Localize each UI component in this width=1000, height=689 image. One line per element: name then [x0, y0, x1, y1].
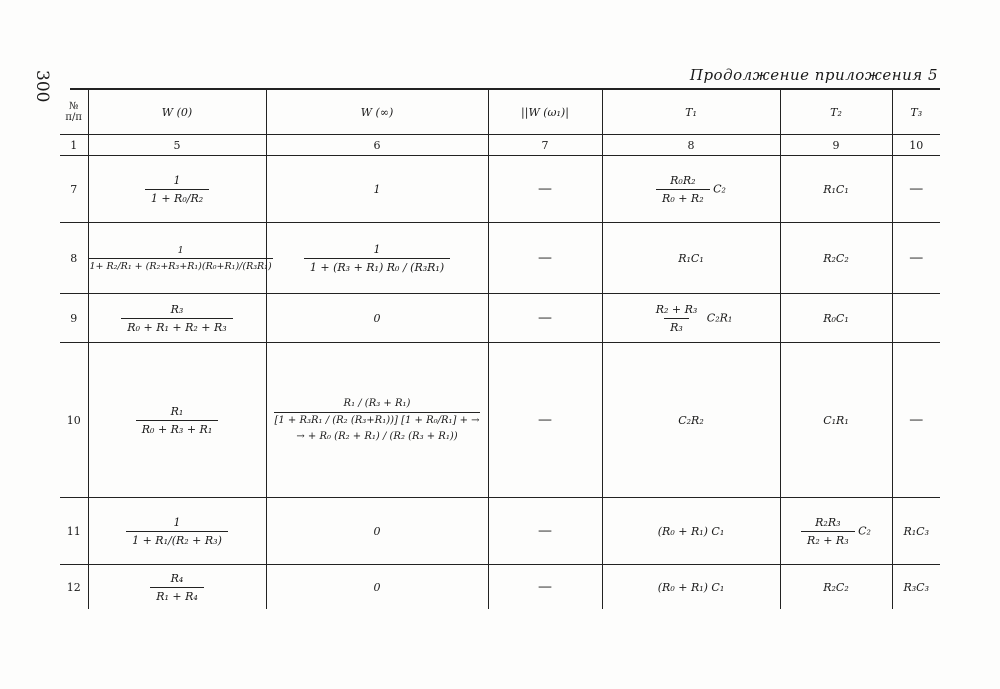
numerator: 1 — [177, 244, 184, 256]
cell-w0 — [88, 294, 266, 343]
denominator: R₀ + R₂ — [656, 189, 710, 205]
cell-winf: 0 — [266, 565, 488, 610]
denominator: R₀ + R₃ + R₁ — [136, 420, 219, 436]
header-t3: T₃ — [892, 90, 940, 135]
denominator: 1+ R₂/R₁ + (R₂+R₃+R₁)(R₀+R₁)/(R₃R₁) — [89, 258, 273, 272]
numerator: 1 — [373, 242, 381, 256]
cell-w0 — [88, 223, 272, 294]
page-caption: Продолжение приложения 5 — [689, 66, 938, 84]
cell-t1: R₁C₁ — [602, 223, 780, 294]
fraction — [650, 303, 704, 334]
denominator: R₀ + R₁ + R₂ + R₃ — [121, 318, 232, 334]
header-t1: T₁ — [602, 90, 780, 135]
fraction — [145, 174, 209, 205]
cell-womega: — — [488, 565, 602, 610]
formula-line: → + R₀ (R₂ + R₁) / (R₂ (R₃ + R₁)) — [296, 430, 458, 442]
row-index: 12 — [66, 580, 81, 594]
header-t2: T₂ — [780, 90, 892, 135]
formula-line: R₁ / (R₃ + R₁) — [274, 396, 479, 413]
fraction — [126, 516, 228, 547]
numerator: R₃ — [170, 302, 184, 316]
cell-t1: (R₀ + R₁) C₁ — [602, 498, 780, 565]
cell-winf — [266, 223, 488, 294]
column-number-row — [60, 135, 940, 156]
cell-womega: — — [488, 343, 602, 498]
formula-line: [1 + R₃R₁ / (R₂ (R₃+R₁))] [1 + R₀/R₁] + → — [274, 414, 480, 426]
fraction — [150, 572, 204, 603]
fraction — [656, 174, 710, 205]
table-row — [60, 223, 940, 294]
numerator: R₂ + R₃ — [655, 302, 698, 316]
cell-womega: — — [488, 498, 602, 565]
table-row — [60, 565, 940, 610]
cell-t3: — — [892, 343, 940, 498]
suffix: C₂ — [858, 524, 871, 537]
cell-t1 — [602, 156, 780, 223]
column-number: 6 — [266, 135, 488, 156]
fraction — [304, 243, 450, 274]
cell-w0 — [88, 343, 266, 498]
column-number: 9 — [780, 135, 892, 156]
cell-w0 — [88, 498, 266, 565]
cell-womega: — — [488, 223, 602, 294]
header-row — [60, 90, 940, 135]
cell-winf — [266, 343, 488, 498]
denominator: R₃ — [664, 318, 689, 334]
cell-t1 — [602, 294, 780, 343]
denominator: 1 + R₁/(R₂ + R₃) — [126, 531, 228, 547]
cell-womega: — — [488, 294, 602, 343]
numerator: R₂R₃ — [815, 515, 841, 529]
suffix: C₂R₁ — [706, 311, 733, 324]
cell-w0 — [88, 156, 266, 223]
page-number: 300 — [32, 70, 52, 103]
table-row — [60, 498, 940, 565]
denominator: R₂ + R₃ — [801, 531, 855, 547]
cell-t3: — — [892, 223, 940, 294]
suffix: C₂ — [713, 182, 726, 195]
column-number: 10 — [892, 135, 940, 156]
cell-w0 — [88, 565, 266, 610]
cell-winf: 0 — [266, 294, 488, 343]
denominator: 1 + (R₃ + R₁) R₀ / (R₃R₁) — [304, 258, 450, 274]
column-number: 5 — [88, 135, 266, 156]
header-winf: W (∞) — [266, 90, 488, 135]
denominator: 1 + R₀/R₂ — [145, 189, 209, 205]
multiline-formula — [274, 396, 479, 445]
numerator: 1 — [173, 515, 181, 529]
fraction — [136, 405, 219, 436]
cell-t1: C₂R₂ — [602, 343, 780, 498]
fraction — [801, 516, 855, 547]
table-row — [60, 156, 940, 223]
header-index: № п/п — [60, 90, 88, 135]
cell-t2: R₁C₁ — [780, 156, 892, 223]
cell-t3: R₁C₃ — [892, 498, 940, 565]
row-index: 8 — [60, 223, 88, 294]
cell-t2: C₁R₁ — [780, 343, 892, 498]
column-number: 8 — [602, 135, 780, 156]
denominator: R₁ + R₄ — [150, 587, 204, 603]
cell-t2: R₂C₂ — [780, 565, 892, 610]
cell-t3: R₃C₃ — [892, 565, 940, 610]
fraction — [89, 245, 273, 272]
row-index: 10 — [60, 343, 88, 498]
cell-t3 — [892, 294, 940, 343]
cell-t3: — — [892, 156, 940, 223]
numerator: 1 — [173, 173, 181, 187]
cell-t2: R₀C₁ — [780, 294, 892, 343]
cell-t2: R₂C₂ — [780, 223, 892, 294]
numerator: R₄ — [170, 571, 184, 585]
fraction — [121, 303, 232, 334]
cell-t1: (R₀ + R₁) C₁ — [602, 565, 780, 610]
row-index: 7 — [60, 156, 88, 223]
numerator: R₀R₂ — [670, 173, 696, 187]
header-w0: W (0) — [88, 90, 266, 135]
row-index: 9 — [60, 294, 88, 343]
header-womega: ||W (ω₁)| — [488, 90, 602, 135]
row-index: 11 — [60, 498, 88, 565]
numerator: R₁ — [170, 404, 184, 418]
cell-winf: 0 — [266, 498, 488, 565]
cell-t2 — [780, 498, 892, 565]
appendix-table — [60, 90, 940, 609]
column-number: 1 — [60, 135, 88, 156]
table-row — [60, 294, 940, 343]
cell-womega: — — [488, 156, 602, 223]
table-row — [60, 343, 940, 498]
column-number: 7 — [488, 135, 602, 156]
cell-winf: 1 — [266, 156, 488, 223]
